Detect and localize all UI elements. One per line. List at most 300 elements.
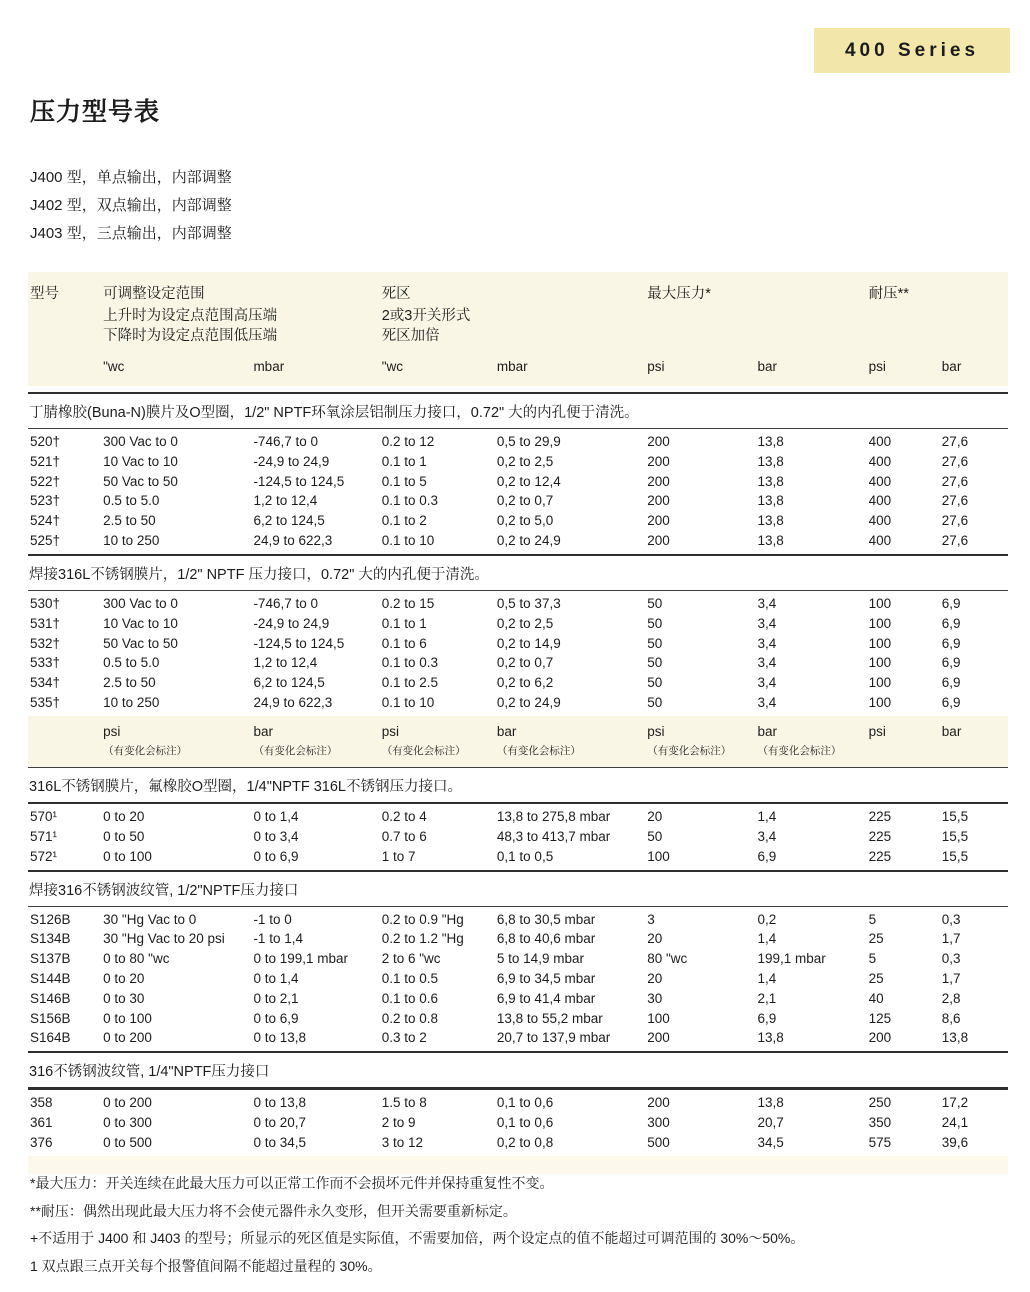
spacer-cell bbox=[28, 386, 1008, 393]
table-cell: 0,5 to 29,9 bbox=[496, 434, 561, 449]
table-cell: 20,7 to 137,9 mbar bbox=[496, 1030, 611, 1046]
table-cell: 250 bbox=[868, 1095, 892, 1111]
table-row bbox=[28, 1028, 1008, 1052]
table-row bbox=[28, 906, 1008, 929]
table-cell: 225 bbox=[868, 848, 892, 864]
table-cell: 13,8 to 55,2 mbar bbox=[496, 1010, 603, 1026]
unit-label: "wc bbox=[382, 346, 497, 386]
table-cell: 570¹ bbox=[30, 808, 58, 824]
table-cell: 30 "Hg Vac to 20 psi bbox=[103, 931, 225, 947]
table-cell: 50 bbox=[647, 655, 663, 671]
table-cell: 0.2 to 15 bbox=[381, 595, 435, 611]
table-cell: 100 bbox=[647, 1010, 670, 1026]
table-cell: 30 bbox=[647, 990, 663, 1006]
section-header-row bbox=[28, 555, 1008, 591]
table-cell: 0 to 50 bbox=[103, 828, 145, 844]
table-row bbox=[28, 491, 1008, 511]
section-header: 316L不锈钢膜片，氟橡胶O型圈，1/4"NPTF 316L不锈钢压力接口。 bbox=[28, 767, 1008, 803]
table-cell: 400 bbox=[868, 473, 892, 489]
table-cell: -746,7 to 0 bbox=[253, 595, 318, 611]
table-cell: S164B bbox=[30, 1030, 71, 1046]
table-cell: 5 bbox=[868, 911, 877, 927]
table-cell: 50 Vac to 50 bbox=[103, 473, 178, 489]
mid-unit-cell bbox=[942, 716, 1008, 768]
mid-unit-note: （有变化会标注） bbox=[253, 744, 338, 757]
col-header-subline: 下降时为设定点范围低压端 bbox=[103, 328, 278, 344]
footnote: *最大压力：开关连续在此最大压力可以正常工作而不会损坏元件并保持重复性不变。 bbox=[30, 1175, 554, 1191]
table-cell: -124,5 to 124,5 bbox=[253, 635, 345, 651]
table-cell: 8,6 bbox=[941, 1010, 961, 1026]
table-cell: 1,2 to 12,4 bbox=[253, 655, 318, 671]
mid-unit-note: （有变化会标注） bbox=[381, 744, 466, 757]
table-cell: 0 to 200 bbox=[103, 1095, 152, 1111]
table-cell: 6,8 to 30,5 mbar bbox=[496, 911, 596, 927]
table-cell: 20 bbox=[647, 931, 663, 947]
mid-unit-cell bbox=[497, 716, 647, 768]
table-cell: 0 to 2,1 bbox=[253, 990, 299, 1006]
table-cell: 0,2 to 12,4 bbox=[496, 473, 561, 489]
pressure-table-wrap bbox=[28, 272, 1008, 1174]
table-row bbox=[28, 429, 1008, 452]
table-cell: 0.3 to 2 bbox=[381, 1030, 427, 1046]
table-cell: 400 bbox=[868, 532, 892, 548]
col-header-group bbox=[103, 272, 382, 346]
table-row bbox=[28, 590, 1008, 613]
table-cell: S126B bbox=[30, 911, 71, 927]
table-header-block bbox=[28, 272, 1008, 386]
header-units-empty bbox=[28, 346, 103, 386]
page-title: 压力型号表 bbox=[30, 98, 161, 126]
mid-unit-cell bbox=[757, 716, 868, 768]
table-row bbox=[28, 634, 1008, 654]
table-cell: 200 bbox=[647, 532, 670, 548]
table-cell: -746,7 to 0 bbox=[253, 434, 318, 449]
table-cell: 0.1 to 10 bbox=[381, 694, 435, 710]
table-cell: 400 bbox=[868, 493, 892, 509]
table-cell: 400 bbox=[868, 453, 892, 469]
table-cell: 100 bbox=[868, 675, 892, 691]
table-cell: 6,2 to 124,5 bbox=[253, 675, 325, 691]
section-header: 丁腈橡胶(Buna-N)膜片及O型圈，1/2" NPTF环氧涂层铝制压力接口，0.72" 大的内孔便于清洗。 bbox=[28, 393, 1008, 429]
table-cell: 15,5 bbox=[941, 828, 969, 844]
table-cell: 3 to 12 bbox=[381, 1134, 423, 1150]
model-list bbox=[30, 164, 232, 248]
table-cell: 0,2 to 0,7 bbox=[496, 493, 554, 509]
table-row bbox=[28, 693, 1008, 716]
table-cell: 361 bbox=[30, 1115, 53, 1131]
table-cell: 0 to 300 bbox=[103, 1115, 152, 1131]
table-cell: 6,9 bbox=[941, 675, 961, 691]
table-cell: 50 Vac to 50 bbox=[103, 635, 178, 651]
table-cell: 0,2 to 6,2 bbox=[496, 675, 554, 691]
table-cell: 0.5 to 5.0 bbox=[103, 493, 160, 509]
table-row bbox=[28, 1089, 1008, 1113]
table-cell: 24,9 to 622,3 bbox=[253, 532, 333, 548]
table-cell: 500 bbox=[647, 1134, 670, 1150]
col-header-group bbox=[382, 272, 648, 346]
table-cell: 27,6 bbox=[941, 532, 969, 548]
header-row bbox=[28, 272, 1008, 346]
table-cell: 571¹ bbox=[30, 828, 58, 844]
table-row bbox=[28, 929, 1008, 949]
table-cell: 300 Vac to 0 bbox=[103, 595, 178, 611]
table-cell: 10 to 250 bbox=[103, 532, 160, 548]
table-cell: 0 to 6,9 bbox=[253, 848, 299, 864]
table-cell: 0,1 to 0,6 bbox=[496, 1095, 554, 1111]
table-cell: 376 bbox=[30, 1134, 53, 1150]
mid-unit-label: bar bbox=[941, 723, 962, 739]
table-cell: 13,8 bbox=[941, 1030, 969, 1046]
table-cell: 1,4 bbox=[757, 808, 777, 824]
mid-unit-cell bbox=[869, 716, 942, 768]
table-cell: 0.5 to 5.0 bbox=[103, 655, 160, 671]
mid-unit-label: bar bbox=[496, 723, 517, 739]
table-cell: 50 bbox=[647, 595, 663, 611]
col-header-title: 可调整设定范围 bbox=[103, 286, 205, 302]
table-cell: 50 bbox=[647, 675, 663, 691]
table-cell: 5 to 14,9 mbar bbox=[496, 951, 584, 967]
col-header-subline: 上升时为设定点范围高压端 bbox=[103, 308, 278, 324]
table-cell: 521† bbox=[30, 453, 61, 469]
unit-label: "wc bbox=[103, 346, 253, 386]
table-cell: 10 to 250 bbox=[103, 694, 160, 710]
table-cell: 6,2 to 124,5 bbox=[253, 513, 325, 529]
table-cell: 6,9 to 34,5 mbar bbox=[496, 970, 596, 986]
table-cell: 24,9 to 622,3 bbox=[253, 694, 333, 710]
table-cell: 0.1 to 0.3 bbox=[381, 493, 438, 509]
mid-units-row bbox=[28, 716, 1008, 768]
table-cell: 225 bbox=[868, 828, 892, 844]
mid-unit-label: psi bbox=[647, 723, 665, 739]
table-cell: 6,9 bbox=[757, 848, 777, 864]
table-row bbox=[28, 614, 1008, 634]
table-cell: 200 bbox=[647, 493, 670, 509]
table-cell: 200 bbox=[647, 1095, 670, 1111]
table-cell: S137B bbox=[30, 951, 71, 967]
table-cell: 15,5 bbox=[941, 808, 969, 824]
table-row bbox=[28, 1009, 1008, 1029]
table-cell: 27,6 bbox=[941, 513, 969, 529]
table-cell: 0 to 199,1 mbar bbox=[253, 951, 348, 967]
table-cell: 0 to 20 bbox=[103, 970, 145, 986]
table-cell: 30 "Hg Vac to 0 bbox=[103, 911, 197, 927]
table-cell: 0,2 to 24,9 bbox=[496, 694, 561, 710]
mid-unit-cell bbox=[253, 716, 381, 768]
table-cell: 350 bbox=[868, 1115, 892, 1131]
section-header: 316不锈钢波纹管, 1/4"NPTF压力接口 bbox=[28, 1052, 1008, 1089]
table-cell: 0,2 bbox=[757, 911, 777, 927]
table-cell: 2,1 bbox=[757, 990, 777, 1006]
table-cell: 0,3 bbox=[941, 951, 961, 967]
section-header-row bbox=[28, 767, 1008, 803]
table-cell: 80 "wc bbox=[647, 951, 688, 967]
series-badge: 400 Series bbox=[814, 28, 1010, 73]
table-cell: 20 bbox=[647, 970, 663, 986]
table-cell: 3,4 bbox=[757, 595, 777, 611]
table-cell: 6,9 bbox=[941, 694, 961, 710]
table-cell: 0.2 to 0.8 bbox=[381, 1010, 438, 1026]
table-cell: 534† bbox=[30, 675, 61, 691]
table-row bbox=[28, 949, 1008, 969]
mid-unit-label: psi bbox=[868, 723, 886, 739]
section-header: 焊接316不锈钢波纹管, 1/2"NPTF压力接口 bbox=[28, 871, 1008, 907]
table-cell: 0 to 100 bbox=[103, 1010, 152, 1026]
table-row bbox=[28, 847, 1008, 871]
table-cell: S134B bbox=[30, 931, 71, 947]
table-cell: 17,2 bbox=[941, 1095, 969, 1111]
col-header-group bbox=[869, 272, 1008, 346]
table-cell: 39,6 bbox=[941, 1134, 969, 1150]
table-cell: 0.1 to 1 bbox=[381, 615, 427, 631]
table-cell: 48,3 to 413,7 mbar bbox=[496, 828, 611, 844]
table-cell: 0 to 20 bbox=[103, 808, 145, 824]
table-cell: 5 bbox=[868, 951, 877, 967]
section-header-row bbox=[28, 393, 1008, 429]
table-cell: 575 bbox=[868, 1134, 892, 1150]
table-cell: 100 bbox=[868, 635, 892, 651]
table-cell: 50 bbox=[647, 828, 663, 844]
pressure-model-table bbox=[28, 272, 1008, 1174]
table-cell: 0 to 30 bbox=[103, 990, 145, 1006]
table-cell: S144B bbox=[30, 970, 71, 986]
footnotes bbox=[30, 1170, 804, 1280]
table-cell: 27,6 bbox=[941, 493, 969, 509]
mid-units-empty bbox=[28, 716, 103, 768]
table-cell: -24,9 to 24,9 bbox=[253, 615, 330, 631]
mid-unit-label: bar bbox=[253, 723, 273, 739]
table-cell: 13,8 bbox=[757, 493, 784, 509]
table-cell: 300 bbox=[647, 1115, 670, 1131]
table-cell: 0,3 bbox=[941, 911, 961, 927]
table-cell: 3,4 bbox=[757, 675, 777, 691]
table-cell: 13,8 bbox=[757, 513, 784, 529]
mid-unit-note: （有变化会标注） bbox=[757, 744, 842, 757]
table-cell: 13,8 bbox=[757, 1030, 784, 1046]
table-cell: 13,8 bbox=[757, 473, 784, 489]
mid-unit-note: （有变化会标注） bbox=[647, 744, 732, 757]
table-cell: 0 to 1,4 bbox=[253, 970, 299, 986]
table-cell: 27,6 bbox=[941, 473, 969, 489]
table-row bbox=[28, 673, 1008, 693]
table-cell: 0,1 to 0,6 bbox=[496, 1115, 554, 1131]
table-cell: 0.2 to 12 bbox=[381, 434, 435, 449]
table-cell: 200 bbox=[647, 513, 670, 529]
table-cell: 6,9 to 41,4 mbar bbox=[496, 990, 596, 1006]
table-cell: S146B bbox=[30, 990, 71, 1006]
table-cell: 0,2 to 5,0 bbox=[496, 513, 554, 529]
table-cell: 6,9 bbox=[941, 635, 961, 651]
table-cell: 200 bbox=[647, 473, 670, 489]
mid-unit-label: psi bbox=[103, 723, 121, 739]
model-line: J402 型，双点输出，内部调整 bbox=[30, 197, 232, 214]
table-cell: 0,2 to 2,5 bbox=[496, 615, 554, 631]
table-row bbox=[28, 452, 1008, 472]
table-cell: 0.1 to 1 bbox=[381, 453, 427, 469]
table-cell: 0.2 to 4 bbox=[381, 808, 427, 824]
mid-unit-cell bbox=[647, 716, 757, 768]
table-cell: 358 bbox=[30, 1095, 53, 1111]
header-units-row bbox=[28, 346, 1008, 386]
unit-label: mbar bbox=[497, 346, 647, 386]
table-cell: 523† bbox=[30, 493, 61, 509]
table-cell: 0 to 200 bbox=[103, 1030, 152, 1046]
table-cell: 20 bbox=[647, 808, 663, 824]
model-line: J403 型，三点输出，内部调整 bbox=[30, 225, 232, 242]
table-cell: 34,5 bbox=[757, 1134, 784, 1150]
table-cell: 0.1 to 0.5 bbox=[381, 970, 438, 986]
table-cell: 300 Vac to 0 bbox=[103, 434, 178, 449]
table-cell: 0 to 13,8 bbox=[253, 1095, 306, 1111]
table-cell: 524† bbox=[30, 513, 61, 529]
table-cell: 199,1 mbar bbox=[757, 951, 826, 967]
table-cell: 25 bbox=[868, 970, 884, 986]
table-cell: 6,9 bbox=[941, 655, 961, 671]
table-cell: -124,5 to 124,5 bbox=[253, 473, 345, 489]
mid-unit-note: （有变化会标注） bbox=[103, 744, 188, 757]
table-cell: 13,8 to 275,8 mbar bbox=[496, 808, 611, 824]
table-cell: 0 to 1,4 bbox=[253, 808, 299, 824]
mid-unit-label: psi bbox=[381, 723, 399, 739]
table-cell: 0.1 to 0.6 bbox=[381, 990, 438, 1006]
table-cell: 100 bbox=[868, 694, 892, 710]
table-cell: 400 bbox=[868, 513, 892, 529]
table-cell: 532† bbox=[30, 635, 61, 651]
unit-label: mbar bbox=[253, 346, 381, 386]
table-cell: 0,2 to 14,9 bbox=[496, 635, 561, 651]
table-cell: -1 to 1,4 bbox=[253, 931, 303, 947]
table-cell: 0 to 500 bbox=[103, 1134, 152, 1150]
table-cell: 0.1 to 6 bbox=[381, 635, 427, 651]
table-cell: 100 bbox=[868, 615, 892, 631]
section-header: 焊接316L不锈钢膜片，1/2" NPTF 压力接口，0.72" 大的内孔便于清洗。 bbox=[28, 555, 1008, 591]
table-cell: 24,1 bbox=[941, 1115, 969, 1131]
col-header-title: 死区 bbox=[381, 286, 411, 302]
table-cell: 10 Vac to 10 bbox=[103, 615, 178, 631]
table-cell: 1,4 bbox=[757, 931, 777, 947]
mid-unit-cell bbox=[382, 716, 497, 768]
table-cell: 27,6 bbox=[941, 453, 969, 469]
table-row bbox=[28, 827, 1008, 847]
table-cell: 2 to 6 "wc bbox=[381, 951, 441, 967]
footnote: **耐压：偶然出现此最大压力将不会使元器件永久变形，但开关需要重新标定。 bbox=[30, 1202, 517, 1219]
table-cell: 531† bbox=[30, 615, 61, 631]
table-cell: 225 bbox=[868, 808, 892, 824]
table-cell: 0,2 to 0,7 bbox=[496, 655, 554, 671]
table-row bbox=[28, 531, 1008, 555]
mid-unit-cell bbox=[103, 716, 253, 768]
unit-label: psi bbox=[869, 346, 942, 386]
table-cell: 6,9 bbox=[757, 1010, 777, 1026]
table-cell: 20,7 bbox=[757, 1115, 784, 1131]
table-cell: 200 bbox=[647, 453, 670, 469]
table-cell: 13,8 bbox=[757, 453, 784, 469]
table-cell: 0,5 to 37,3 bbox=[496, 595, 561, 611]
table-cell: -1 to 0 bbox=[253, 911, 292, 927]
table-cell: 0 to 3,4 bbox=[253, 828, 299, 844]
table-cell: 0.1 to 2.5 bbox=[381, 675, 438, 691]
table-cell: -24,9 to 24,9 bbox=[253, 453, 330, 469]
table-cell: 0 to 6,9 bbox=[253, 1010, 299, 1026]
table-cell: 1.5 to 8 bbox=[381, 1095, 427, 1111]
col-header-title: 最大压力* bbox=[647, 286, 711, 302]
table-cell: 522† bbox=[30, 473, 61, 489]
table-cell: 200 bbox=[647, 434, 670, 449]
table-cell: 0 to 80 "wc bbox=[103, 951, 170, 967]
table-cell: 530† bbox=[30, 595, 61, 611]
table-cell: 3,4 bbox=[757, 615, 777, 631]
table-cell: 0 to 100 bbox=[103, 848, 152, 864]
table-cell: 0,2 to 0,8 bbox=[496, 1134, 554, 1150]
table-row bbox=[28, 989, 1008, 1009]
table-cell: 0 to 20,7 bbox=[253, 1115, 306, 1131]
table-cell: 6,8 to 40,6 mbar bbox=[496, 931, 596, 947]
table-cell: 0.1 to 0.3 bbox=[381, 655, 438, 671]
table-cell: 2 to 9 bbox=[381, 1115, 416, 1131]
spacer-row bbox=[28, 386, 1008, 393]
table-cell: 520† bbox=[30, 434, 61, 449]
table-cell: 3,4 bbox=[757, 655, 777, 671]
table-row bbox=[28, 969, 1008, 989]
table-cell: 0,2 to 2,5 bbox=[496, 453, 554, 469]
table-cell: 1 to 7 bbox=[381, 848, 416, 864]
col-header-subline: 2或3开关形式 bbox=[381, 308, 471, 324]
table-cell: 3 bbox=[647, 911, 655, 927]
unit-label: bar bbox=[757, 346, 868, 386]
table-row bbox=[28, 472, 1008, 492]
table-cell: 0.2 to 0.9 "Hg bbox=[381, 911, 464, 927]
table-cell: 50 bbox=[647, 694, 663, 710]
table-cell: 2.5 to 50 bbox=[103, 675, 156, 691]
table-cell: 125 bbox=[868, 1010, 892, 1026]
table-cell: 13,8 bbox=[757, 532, 784, 548]
model-line: J400 型，单点输出，内部调整 bbox=[30, 169, 232, 186]
section-header-row bbox=[28, 1052, 1008, 1089]
table-cell: 0.2 to 1.2 "Hg bbox=[381, 931, 464, 947]
col-header-title: 耐压** bbox=[868, 286, 909, 302]
table-cell: 27,6 bbox=[941, 434, 969, 449]
table-row bbox=[28, 511, 1008, 531]
table-cell: 3,4 bbox=[757, 635, 777, 651]
table-cell: 1,2 to 12,4 bbox=[253, 493, 318, 509]
table-cell: 1,7 bbox=[941, 970, 961, 986]
table-cell: 2,8 bbox=[941, 990, 961, 1006]
table-cell: 50 bbox=[647, 635, 663, 651]
table-cell: 40 bbox=[868, 990, 884, 1006]
table-cell: 3,4 bbox=[757, 694, 777, 710]
table-cell: 50 bbox=[647, 615, 663, 631]
table-cell: 100 bbox=[868, 655, 892, 671]
col-header-group bbox=[647, 272, 868, 346]
table-cell: 100 bbox=[868, 595, 892, 611]
table-cell: 0,2 to 24,9 bbox=[496, 532, 561, 548]
col-header-subline: 死区加倍 bbox=[381, 328, 440, 344]
table-cell: 15,5 bbox=[941, 848, 969, 864]
table-cell: 6,9 bbox=[941, 595, 961, 611]
mid-unit-label: bar bbox=[757, 723, 777, 739]
table-cell: 0.7 to 6 bbox=[381, 828, 427, 844]
table-cell: 0 to 34,5 bbox=[253, 1134, 306, 1150]
footnote: +不适用于 J400 和 J403 的型号；所显示的死区值是实际值，不需要加倍，两个设定点的值不能超过可调范围的 30%～50%。 bbox=[30, 1230, 805, 1246]
unit-label: psi bbox=[647, 346, 757, 386]
table-cell: 3,4 bbox=[757, 828, 777, 844]
table-row bbox=[28, 1113, 1008, 1133]
table-cell: 100 bbox=[647, 848, 670, 864]
table-row bbox=[28, 653, 1008, 673]
table-row bbox=[28, 803, 1008, 827]
col-header-model: 型号 bbox=[28, 272, 103, 346]
table-row bbox=[28, 1133, 1008, 1156]
table-cell: 2.5 to 50 bbox=[103, 513, 156, 529]
